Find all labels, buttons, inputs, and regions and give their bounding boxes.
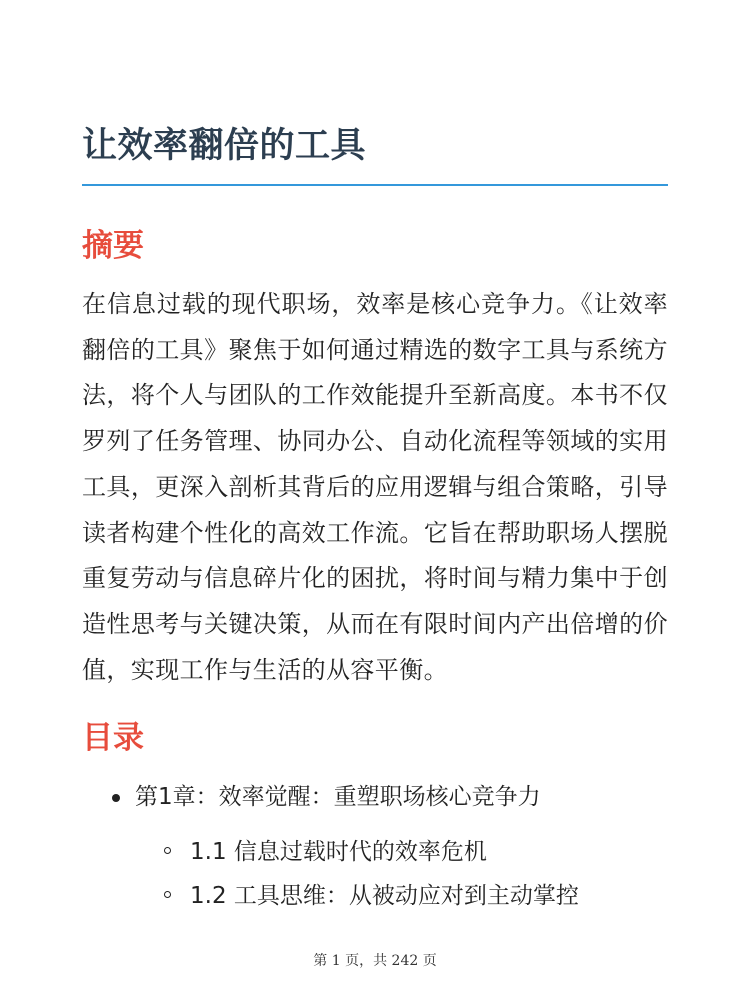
hollow-bullet-icon (164, 891, 171, 898)
toc-heading: 目录 (82, 720, 144, 756)
toc-chapter-item (82, 774, 668, 918)
toc-section-label: 1.2 工具思维：从被动应对到主动掌控 (190, 883, 579, 909)
abstract-text: 在信息过载的现代职场，效率是核心竞争力。《让效率翻倍的工具》聚焦于如何通过精选的数字工具与系统方法，将个人与团队的工作效能提升至新高度。本书不仅罗列了任务管理、协同办公、自动化流程等领域的实用工具，更深入剖析其背后的应用逻辑与组合策略，引导读者构建个性化的高效工作流。它旨在帮助职场人摆脱重复劳动与信息碎片化的困扰，将时间与精力集中于创造性思考与关键决策，从而在有限时间内产出倍增的价值，实现工作与生活的从容平衡。 (82, 290, 668, 684)
toc-sections (82, 830, 668, 918)
toc-chapter-1[interactable] (82, 774, 668, 820)
title-divider (82, 184, 668, 186)
toc-section-1-1[interactable] (82, 830, 668, 874)
toc-chapter-label: 第1章：效率觉醒：重塑职场核心竞争力 (135, 784, 541, 810)
book-title: 让效率翻倍的工具 (82, 126, 367, 166)
hollow-bullet-icon (164, 847, 171, 854)
abstract-heading: 摘要 (82, 228, 144, 264)
page-footer: 第 1 页，共 242 页 (313, 953, 437, 969)
toc-section-1-2[interactable] (82, 874, 668, 918)
toc-section-label: 1.1 信息过载时代的效率危机 (190, 839, 487, 865)
toc-list (82, 774, 668, 918)
bullet-icon (112, 794, 120, 802)
